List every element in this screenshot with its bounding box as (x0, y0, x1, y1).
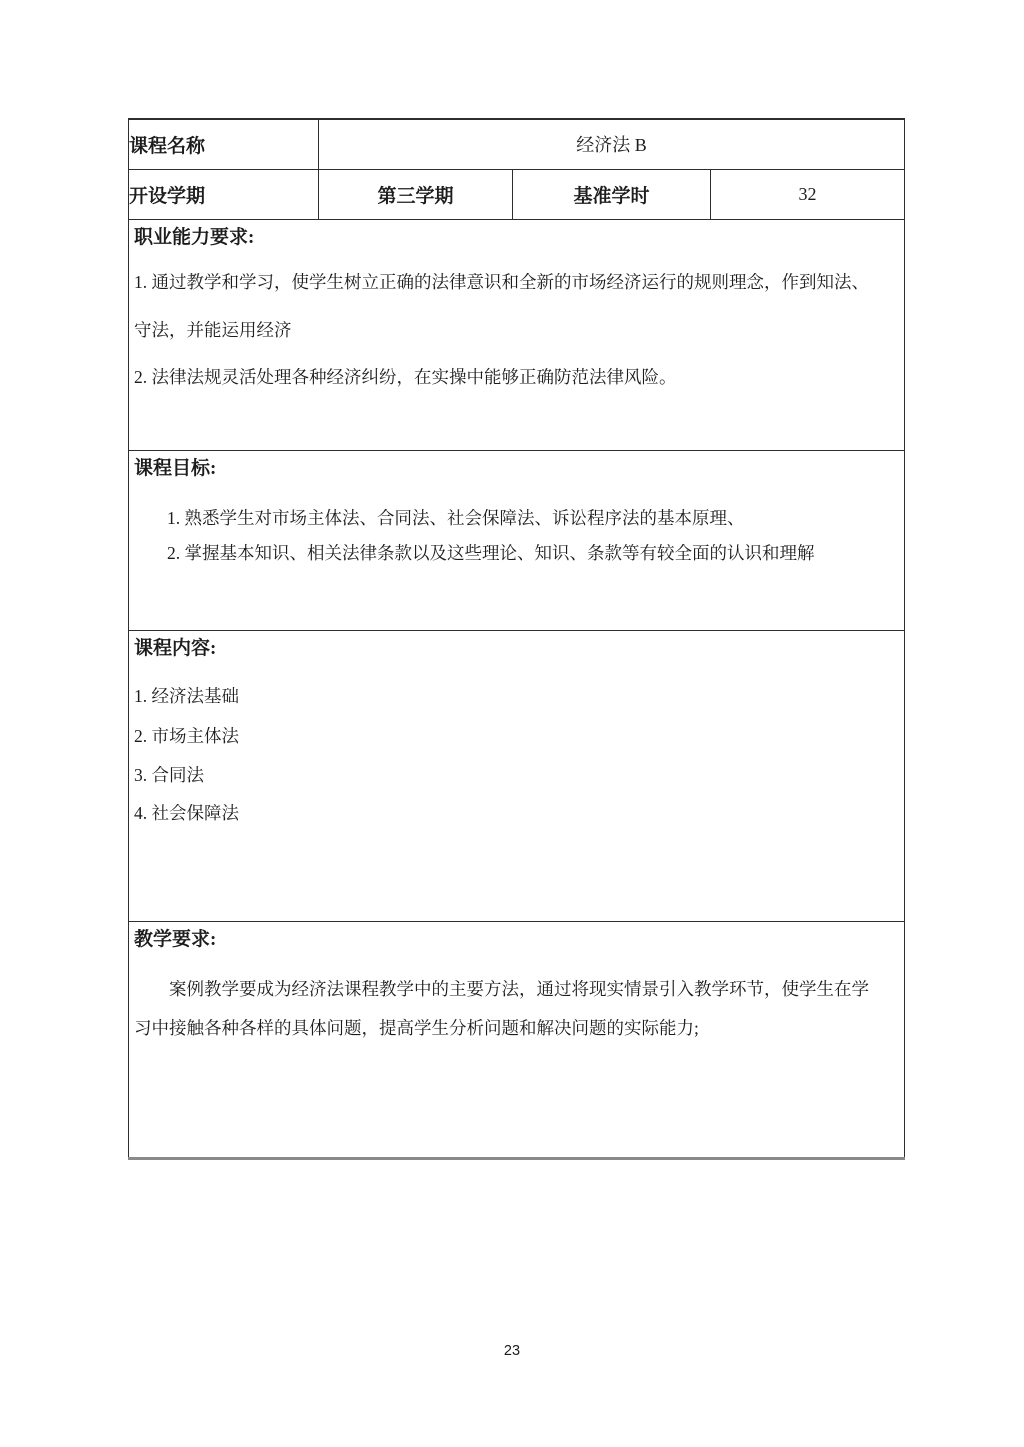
section-course-objectives (129, 450, 905, 630)
section-professional-ability (129, 219, 905, 450)
semester-label: 开设学期 (129, 169, 319, 219)
section-line: 习中接触各种各样的具体问题，提高学生分析问题和解决问题的实际能力; (134, 1017, 699, 1038)
section-line: 守法，并能运用经济 (134, 319, 292, 340)
semester-value: 第三学期 (319, 169, 513, 219)
section-title: 课程目标: (134, 457, 217, 479)
section-title: 职业能力要求: (134, 226, 255, 248)
base-hours-label: 基准学时 (513, 169, 711, 219)
section-line: 3. 合同法 (134, 764, 204, 785)
table-row-semester-hours (129, 169, 905, 219)
section-line: 1. 熟悉学生对市场主体法、合同法、社会保障法、诉讼程序法的基本原理、 (167, 507, 745, 528)
section-line: 案例教学要成为经济法课程教学中的主要方法，通过将现实情景引入教学环节，使学生在学 (169, 978, 869, 999)
section-course-content (129, 630, 905, 921)
base-hours-value: 32 (711, 169, 905, 219)
course-info-table (128, 118, 905, 1160)
section-title: 教学要求: (134, 928, 217, 950)
section-title: 课程内容: (134, 637, 217, 659)
course-name-label: 课程名称 (129, 119, 319, 169)
section-line: 2. 掌握基本知识、相关法律条款以及这些理论、知识、条款等有较全面的认识和理解 (167, 542, 815, 563)
section-line: 1. 经济法基础 (134, 685, 239, 706)
table-row-course-name (129, 119, 905, 169)
section-teaching-requirements (129, 921, 905, 1158)
section-line: 2. 法律法规灵活处理各种经济纠纷，在实操中能够正确防范法律风险。 (134, 366, 677, 387)
page-number: 23 (503, 1343, 521, 1359)
section-line: 2. 市场主体法 (134, 725, 239, 746)
section-line: 4. 社会保障法 (134, 802, 239, 823)
course-name-value: 经济法 B (319, 119, 905, 169)
section-line: 1. 通过教学和学习，使学生树立正确的法律意识和全新的市场经济运行的规则理念，作到知法、 (134, 271, 869, 292)
